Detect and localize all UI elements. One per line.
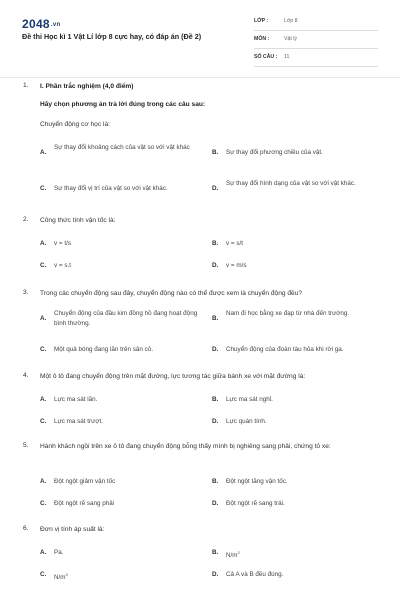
question-text: Hành khách ngồi trên xe ô tô đang chuyển động bỗng thấy mình bị nghiêng sang phải, chứng tỏ xe:: [40, 443, 331, 450]
question-text: Đơn vị tính áp suất là:: [40, 526, 105, 533]
site-logo[interactable]: 2048.vn: [22, 17, 61, 31]
section-heading: I. Phần trắc nghiệm (4,0 điểm): [40, 83, 134, 90]
meta-row-count: SỐ CÂU : 11: [254, 51, 378, 67]
meta-row-subject: MÔN : Vật lý: [254, 33, 378, 49]
question-text: Chuyển động cơ học là:: [40, 121, 110, 128]
document-title: Đề thi Học kì 1 Vật Lí lớp 8 cực hay, có đáp án (Đề 2): [22, 32, 202, 41]
question-text: Một ô tô đang chuyển động trên mặt đường, lực tương tác giữa bánh xe với mặt đường là:: [40, 373, 306, 380]
document-header: [0, 0, 400, 78]
header-divider: [0, 77, 400, 78]
question-text: Trong các chuyển động sau đây, chuyển động nào có thể được xem là chuyển động đều?: [40, 290, 303, 297]
meta-panel: [254, 15, 378, 69]
meta-row-class: LỚP : Lớp 8: [254, 15, 378, 31]
question-text: Công thức tính vận tốc là:: [40, 217, 116, 224]
section-instruction: Hãy chọn phương án trả lời đúng trong các câu sau:: [40, 101, 206, 108]
